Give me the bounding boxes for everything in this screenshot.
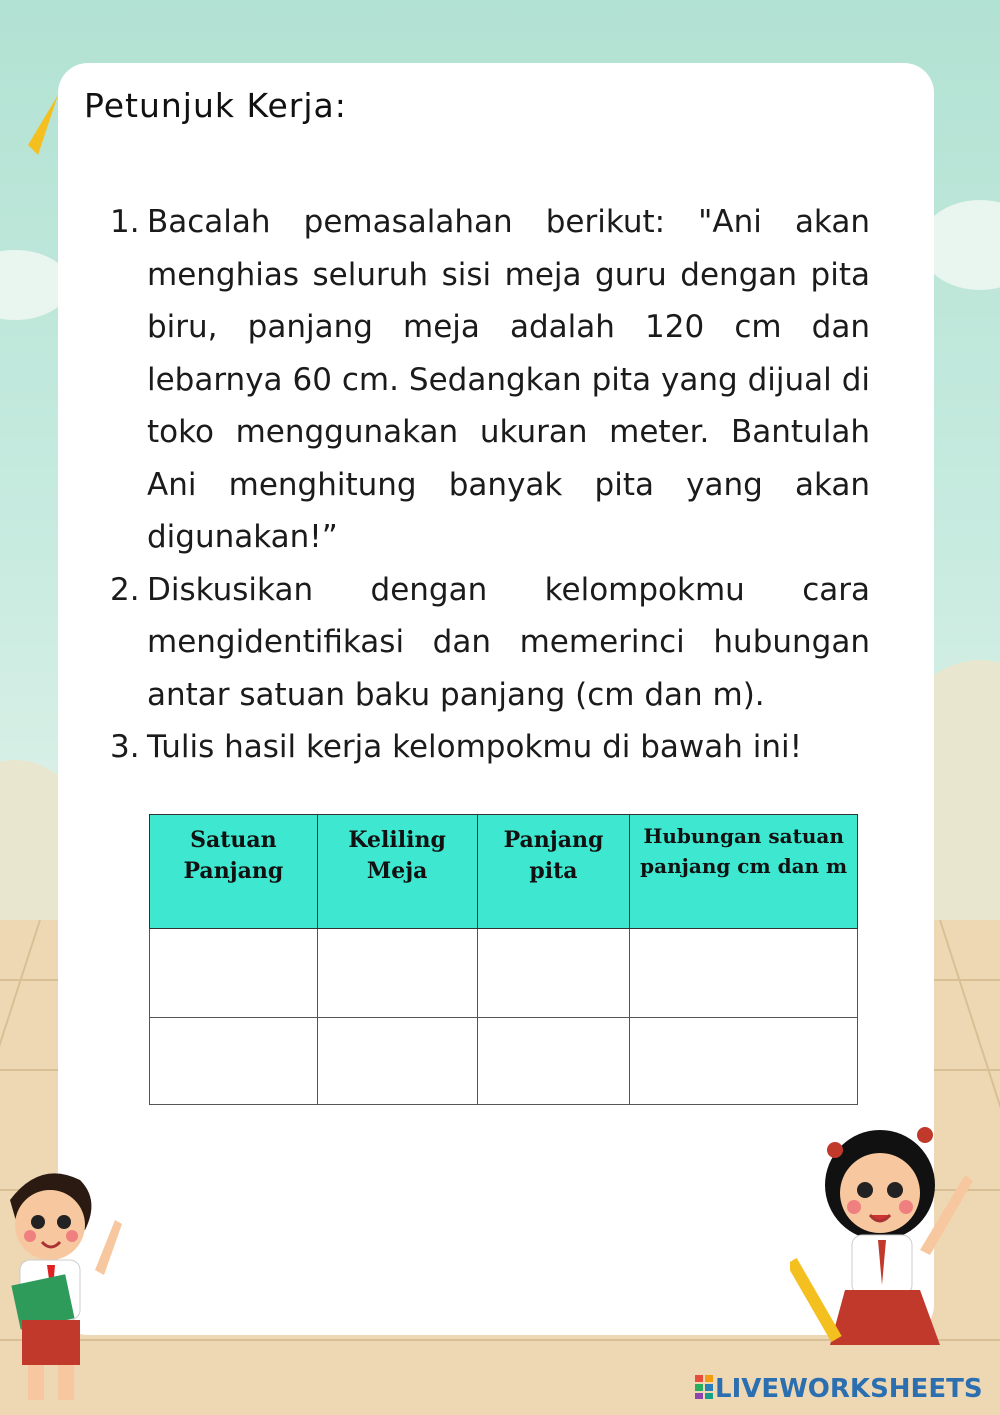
page-title: Petunjuk Kerja: — [84, 86, 347, 125]
step-text: Bacalah pemasalahan berikut: "Ani akan menghias seluruh sisi meja guru dengan pita biru, panjang meja adalah 120 cm dan lebarnya 60 cm. Sedangkan pita yang dijual di toko menggunakan ukuran meter. Bantulah Ani menghitung banyak pita yang akan digunakan!” — [147, 204, 870, 555]
answer-cell[interactable] — [477, 929, 630, 1018]
answer-cell[interactable] — [317, 1018, 477, 1105]
liveworksheets-logo-icon — [695, 1375, 713, 1399]
header-satuan-panjang: Satuan Panjang — [150, 815, 318, 929]
answer-cell[interactable] — [317, 929, 477, 1018]
answer-table — [149, 814, 858, 1105]
answer-cell[interactable] — [477, 1018, 630, 1105]
list-item — [110, 721, 870, 774]
step-number: 3. — [110, 729, 140, 765]
girl-with-pencil-illustration — [790, 1115, 990, 1375]
logo-text: LIVEWORKSHEETS — [715, 1374, 983, 1404]
header-hubungan-satuan: Hubungan satuan panjang cm dan m — [630, 815, 858, 929]
table-row — [150, 1018, 858, 1105]
step-number: 2. — [110, 571, 140, 608]
table-header-row — [150, 815, 858, 929]
answer-cell[interactable] — [150, 929, 318, 1018]
answer-cell[interactable] — [630, 1018, 858, 1105]
header-keliling-meja: Keliling Meja — [317, 815, 477, 929]
step-text: Tulis hasil kerja kelompokmu di bawah ini! — [147, 729, 803, 765]
step-number: 1. — [110, 204, 140, 240]
header-panjang-pita: Panjang pita — [477, 815, 630, 929]
table-row — [150, 929, 858, 1018]
list-item — [110, 564, 870, 722]
liveworksheets-logo — [695, 1374, 983, 1404]
answer-cell[interactable] — [150, 1018, 318, 1105]
instruction-list — [110, 196, 870, 774]
answer-cell[interactable] — [630, 929, 858, 1018]
boy-reading-illustration — [0, 1160, 140, 1415]
step-text: Diskusikan dengan kelompokmu cara mengidentifikasi dan memerinci hubungan antar satuan baku panjang (cm dan m). — [147, 571, 870, 713]
list-item — [110, 196, 870, 564]
